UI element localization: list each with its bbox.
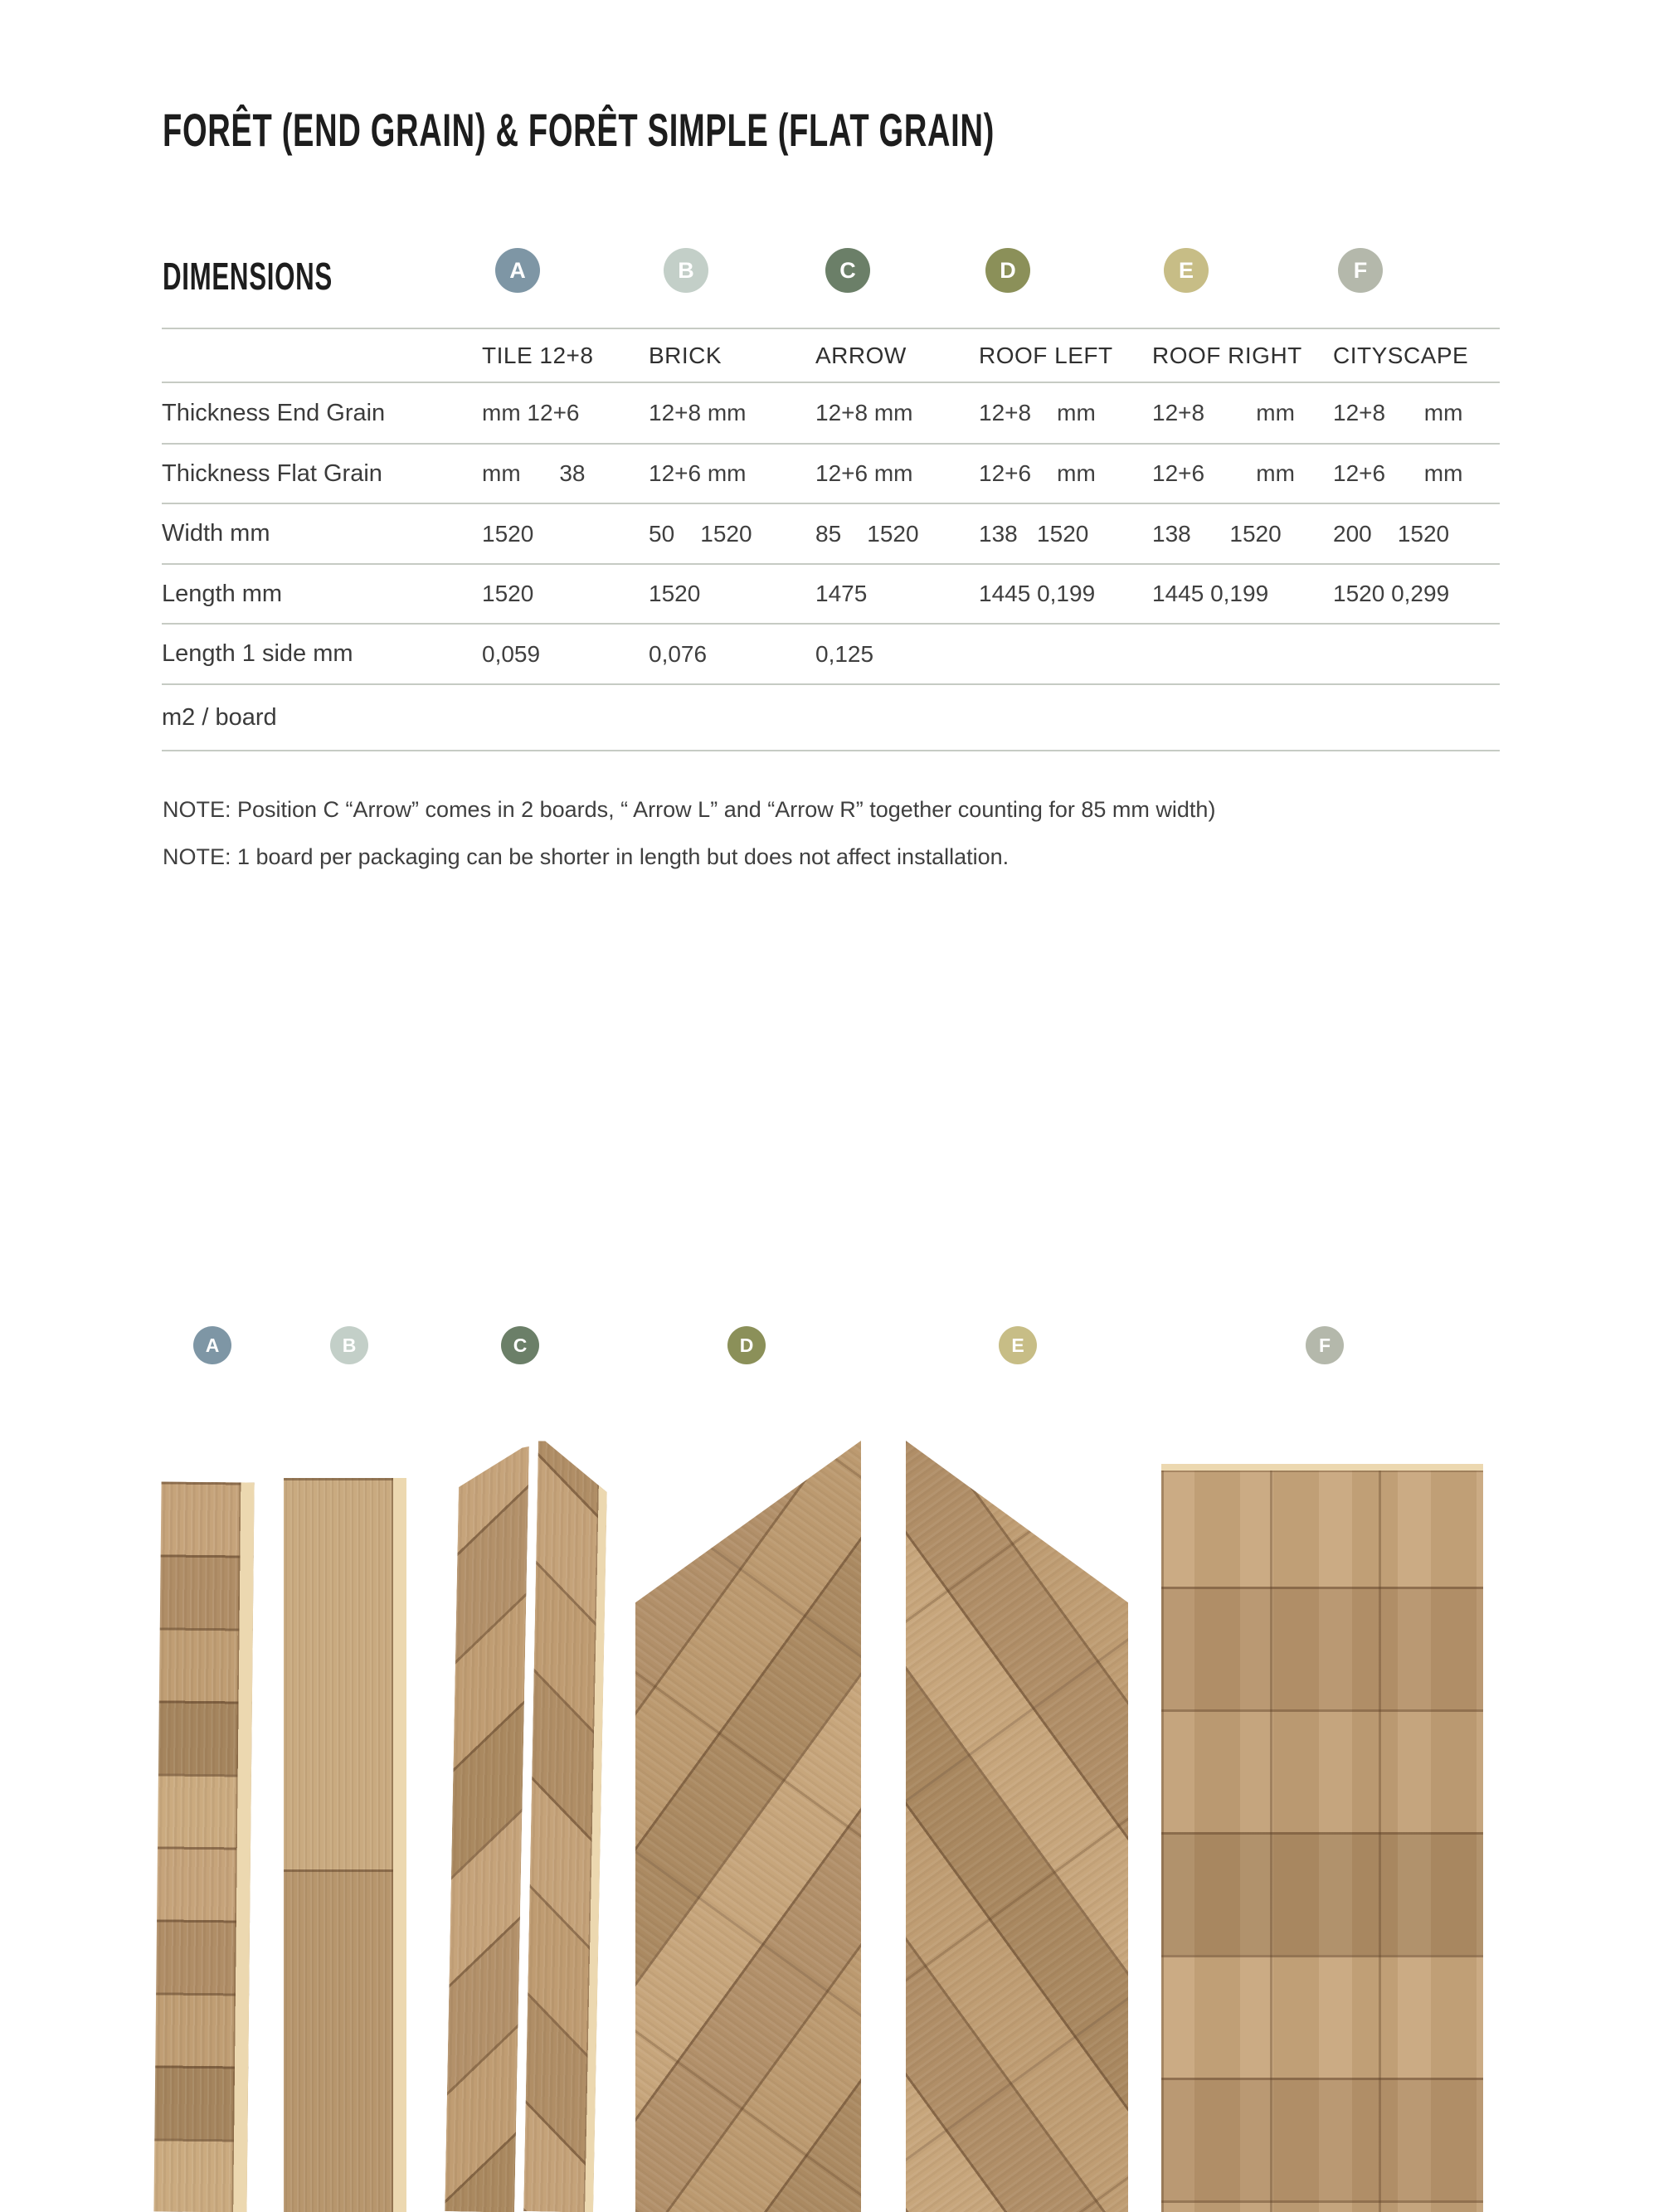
row-label: Thickness End Grain — [162, 399, 386, 426]
note-packaging: NOTE: 1 board per packaging can be shorter in length but does not affect installation. — [163, 844, 1010, 869]
column-badge-e: E — [1164, 248, 1209, 293]
table-cell: 12+6 mm — [979, 460, 1096, 486]
table-cell: 12+8 mm — [1333, 400, 1463, 425]
pattern-badge-b: B — [330, 1326, 368, 1364]
column-header-roof-left: ROOF LEFT — [979, 342, 1113, 368]
column-badge-f: F — [1338, 248, 1383, 293]
row-label: Length 1 side mm — [162, 640, 353, 667]
column-badge-a: A — [495, 248, 540, 293]
table-cell: 50 1520 — [649, 520, 752, 547]
page-title — [163, 105, 1386, 156]
table-row — [162, 565, 1500, 625]
board-image-roof-left — [635, 1441, 861, 2212]
pattern-badge-e: E — [999, 1326, 1037, 1364]
column-badge-d: D — [985, 248, 1030, 293]
table-cell: 12+6 mm — [1152, 460, 1295, 486]
pattern-badge-c: C — [501, 1326, 539, 1364]
row-label: Length mm — [162, 580, 283, 607]
table-row — [162, 685, 1500, 751]
table-cell: 12+8 mm — [649, 400, 747, 425]
pattern-badge-f: F — [1306, 1326, 1344, 1364]
board-image-tile — [153, 1481, 254, 2212]
table-cell: 1475 — [815, 581, 868, 606]
column-badge-b: B — [664, 248, 708, 293]
column-header-roof-right: ROOF RIGHT — [1152, 342, 1302, 368]
board-image-roof-right — [906, 1441, 1128, 2212]
dimensions-table — [162, 328, 1500, 751]
notes-block — [163, 786, 1215, 881]
table-cell: 12+6 mm — [649, 460, 747, 486]
table-cell: 12+6 mm — [1333, 460, 1463, 486]
table-cell: 12+6 mm — [815, 460, 913, 486]
table-cell: 1520 — [482, 520, 534, 547]
column-header-arrow: ARROW — [815, 342, 907, 368]
column-header-tile: TILE 12+8 — [482, 342, 594, 368]
table-cell: 1520 — [482, 581, 534, 606]
dimensions-heading — [163, 255, 412, 297]
table-row — [162, 504, 1500, 565]
table-cell: 1520 — [649, 581, 701, 606]
table-header-row — [162, 329, 1500, 383]
board-image-cityscape — [1161, 1464, 1483, 2212]
row-label: Thickness Flat Grain — [162, 459, 382, 487]
board-image-brick — [284, 1478, 406, 2212]
table-cell: 1445 0,199 — [1152, 581, 1269, 606]
row-label: m2 / board — [162, 703, 277, 731]
table-cell: 0,076 — [649, 640, 708, 667]
table-cell: 12+8 mm — [979, 400, 1096, 425]
column-badge-c: C — [825, 248, 870, 293]
pattern-badge-a: A — [193, 1326, 231, 1364]
table-cell: 0,125 — [815, 640, 874, 667]
table-cell: 138 1520 — [1152, 520, 1282, 547]
board-image-arrow-left — [445, 1445, 529, 2212]
table-cell: 12+8 mm — [1152, 400, 1295, 425]
column-header-cityscape: CITYSCAPE — [1333, 342, 1469, 368]
table-cell: 0,059 — [482, 640, 541, 667]
table-cell: 1445 0,199 — [979, 581, 1096, 606]
table-cell: 200 1520 — [1333, 520, 1450, 547]
table-cell: mm 12+6 — [482, 400, 580, 425]
note-arrow-boards: NOTE: Position C “Arrow” comes in 2 boards, “ Arrow L” and “Arrow R” together counting for 85 mm width) — [163, 797, 1216, 822]
table-cell: 85 1520 — [815, 520, 919, 547]
table-cell: 12+8 mm — [815, 400, 913, 425]
board-image-arrow-right — [523, 1441, 608, 2212]
column-header-brick: BRICK — [649, 342, 722, 368]
table-row — [162, 383, 1500, 445]
pattern-badge-d: D — [727, 1326, 766, 1364]
table-row — [162, 625, 1500, 685]
dimensions-heading-text: DIMENSIONS — [163, 255, 333, 298]
table-cell: mm 38 — [482, 460, 586, 486]
table-cell: 1520 0,299 — [1333, 581, 1450, 606]
page-title-text: FORÊT (END GRAIN) & FORÊT SIMPLE (FLAT GRAIN) — [163, 104, 995, 156]
row-label: Width mm — [162, 520, 270, 547]
table-cell: 138 1520 — [979, 520, 1089, 547]
table-row — [162, 445, 1500, 504]
